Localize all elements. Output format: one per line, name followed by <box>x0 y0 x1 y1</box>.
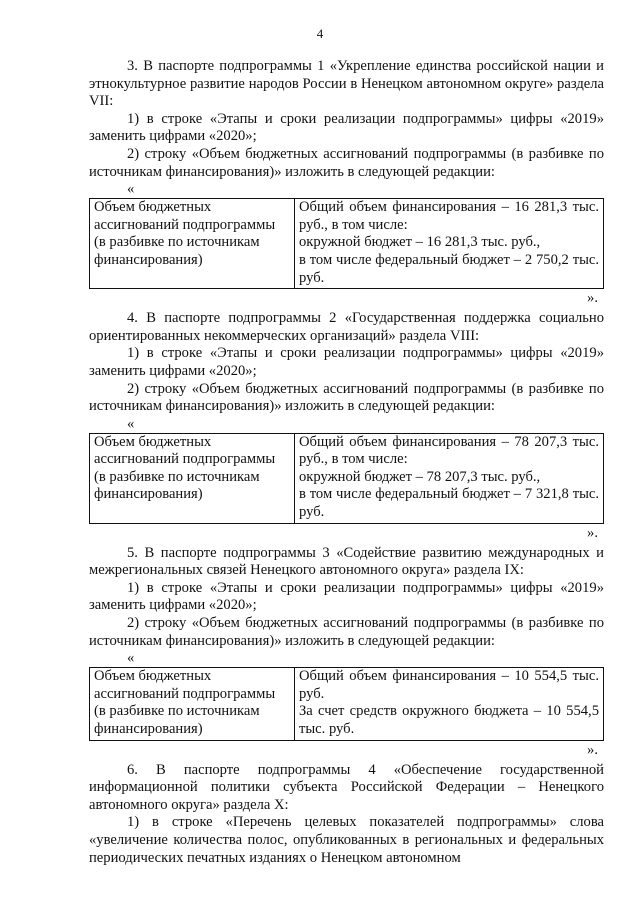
table-label-cell: Объем бюджетных ассигнований подпрограммы (в разбивке по источникам финансирования) <box>90 433 295 523</box>
table-value-line: окружной бюджет – 16 281,3 тыс. руб., <box>299 234 541 251</box>
quote-close: ». <box>587 290 598 307</box>
table-value-line: окружной бюджет – 78 207,3 тыс. руб., <box>299 468 541 485</box>
passport-table <box>89 198 604 289</box>
passport-table <box>89 433 604 524</box>
section-6 <box>89 762 604 868</box>
section-item-1: 1) в строке «Перечень целевых показателей подпрограммы» слова «увеличение количества полос, опубликованных в региональных и федеральных периодических печатных изданиях о Ненецком автономном <box>89 814 604 866</box>
section-5 <box>89 545 604 759</box>
section-heading: 3. В паспорте подпрограммы 1 «Укрепление единства российской нации и этнокультурное развитие народов России в Ненецком автономном округе» раздела VII: <box>89 58 604 110</box>
table-value-line: в том числе федеральный бюджет – 2 750,2 тыс. руб. <box>299 251 599 286</box>
section-item-2: 2) строку «Объем бюджетных ассигнований подпрограммы (в разбивке по источникам финансирования)» изложить в следующей редакции: <box>89 145 604 180</box>
section-item-1: 1) в строке «Этапы и сроки реализации подпрограммы» цифры «2019» заменить цифрами «2020»; <box>89 579 604 614</box>
section-heading: 4. В паспорте подпрограммы 2 «Государственная поддержка социально ориентированных некоммерческих организаций» раздела VIII: <box>89 310 604 344</box>
table-value-line: в том числе федеральный бюджет – 7 321,8 тыс. руб. <box>299 486 599 521</box>
table-value-cell <box>295 668 604 740</box>
section-item-1: 1) в строке «Этапы и сроки реализации подпрограммы» цифры «2019» заменить цифрами «2020»; <box>89 345 604 379</box>
quote-close: ». <box>587 741 598 758</box>
table-value-line: Общий объем финансирования – 16 281,3 тыс. руб., в том числе: <box>299 199 599 233</box>
table-value-cell <box>295 199 604 289</box>
section-item-1: 1) в строке «Этапы и сроки реализации подпрограммы» цифры «2019» заменить цифрами «2020»; <box>89 110 604 145</box>
section-item-2: 2) строку «Объем бюджетных ассигнований подпрограммы (в разбивке по источникам финансирования)» изложить в следующей редакции: <box>89 615 604 649</box>
table-value-cell <box>295 433 604 523</box>
quote-close: ». <box>587 524 598 541</box>
document-body <box>89 58 604 867</box>
section-heading: 5. В паспорте подпрограммы 3 «Содействие развитию международных и межрегиональных связей Ненецкого автономного округа» раздела IX: <box>89 544 604 579</box>
table-row <box>90 433 604 523</box>
section-heading: 6. В паспорте подпрограммы 4 «Обеспечение государственной информационной политики субъекта Российской Федерации – Ненецкого автономного округа» раздела X: <box>89 761 604 813</box>
section-4 <box>89 310 604 542</box>
table-row <box>90 199 604 289</box>
table-label-cell: Объем бюджетных ассигнований подпрограммы (в разбивке по источникам финансирования) <box>90 668 295 740</box>
section-3 <box>89 58 604 307</box>
passport-table <box>89 667 604 740</box>
quote-open: « <box>127 650 135 667</box>
table-label-cell: Объем бюджетных ассигнований подпрограммы (в разбивке по источникам финансирования) <box>90 199 295 289</box>
table-value-line: За счет средств окружного бюджета – 10 554,5 тыс. руб. <box>299 703 599 737</box>
table-row <box>90 668 604 740</box>
quote-open: « <box>127 415 135 432</box>
section-item-2: 2) строку «Объем бюджетных ассигнований подпрограммы (в разбивке по источникам финансирования)» изложить в следующей редакции: <box>89 380 604 415</box>
quote-open: « <box>127 181 135 198</box>
page-number: 4 <box>316 26 324 41</box>
table-value-line: Общий объем финансирования – 78 207,3 тыс. руб., в том числе: <box>299 433 599 468</box>
table-value-line: Общий объем финансирования – 10 554,5 тыс. руб. <box>299 668 599 702</box>
